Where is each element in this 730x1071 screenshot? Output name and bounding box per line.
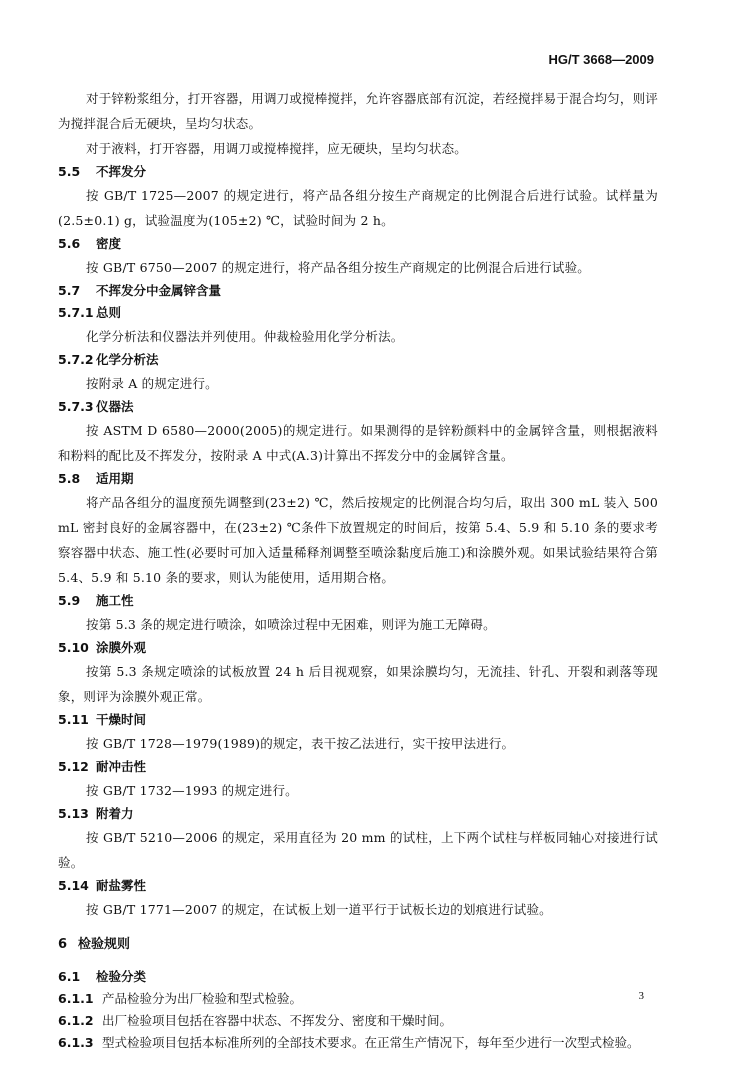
paragraph: 按 GB/T 1728—1979(1989)的规定，表干按乙法进行，实干按甲法进行。 — [86, 736, 515, 751]
document-body — [58, 86, 658, 1054]
section-title: 耐盐雾性 — [96, 878, 147, 893]
section-heading — [58, 280, 658, 302]
section-number: 5.12 — [58, 759, 89, 774]
clause-item — [58, 1032, 658, 1054]
section-title: 耐冲击性 — [96, 759, 147, 774]
section-number: 5.10 — [58, 640, 89, 655]
section-title: 涂膜外观 — [96, 640, 147, 655]
section-number: 5.6 — [58, 236, 81, 251]
section-heading — [58, 349, 658, 371]
paragraph: 按 GB/T 1732—1993 的规定进行。 — [86, 783, 298, 798]
section-heading — [58, 468, 658, 490]
paragraph: 按附录 A 的规定进行。 — [86, 376, 218, 391]
section-number: 5.11 — [58, 712, 89, 727]
section-number: 5.7 — [58, 283, 81, 298]
section-heading — [58, 396, 658, 418]
section-heading — [58, 966, 658, 988]
section-heading — [58, 302, 658, 324]
clause-item — [58, 988, 658, 1010]
document-code: HG/T 3668—2009 — [548, 52, 654, 67]
paragraph: 按 GB/T 6750—2007 的规定进行，将产品各组分按生产商规定的比例混合后进行试验。 — [86, 260, 590, 275]
section-heading — [58, 709, 658, 731]
section-title: 检验规则 — [78, 937, 131, 952]
section-number: 5.5 — [58, 164, 81, 179]
section-title: 不挥发分 — [96, 164, 147, 179]
section-title: 密度 — [96, 236, 122, 251]
section-number: 6.1 — [58, 969, 81, 984]
section-heading — [58, 233, 658, 255]
clause-item — [58, 1010, 658, 1032]
paragraph: 按 GB/T 1725—2007 的规定进行，将产品各组分按生产商规定的比例混合后进行试验。试样量为(2.5±0.1) g，试验温度为(105±2) ℃，试验时间为 2 h。 — [58, 188, 658, 228]
page-number: 3 — [638, 990, 644, 1002]
section-title: 不挥发分中金属锌含量 — [96, 283, 222, 298]
section-title: 适用期 — [96, 471, 134, 486]
clause-number: 6.1.3 — [58, 1035, 94, 1050]
section-heading — [58, 590, 658, 612]
section-number: 5.7.2 — [58, 352, 94, 367]
section-heading — [58, 803, 658, 825]
section-heading — [58, 756, 658, 778]
section-number: 5.8 — [58, 471, 81, 486]
section-title: 附着力 — [96, 806, 134, 821]
clause-text: 型式检验项目包括本标准所列的全部技术要求。在正常生产情况下，每年至少进行一次型式检验。 — [102, 1035, 640, 1050]
section-number: 5.13 — [58, 806, 89, 821]
section-heading — [58, 637, 658, 659]
paragraph: 按第 5.3 条的规定进行喷涂，如喷涂过程中无困难，则评为施工无障碍。 — [86, 617, 496, 632]
section-title: 施工性 — [96, 593, 134, 608]
paragraph: 化学分析法和仪器法并列使用。仲裁检验用化学分析法。 — [86, 329, 404, 344]
section-heading — [58, 161, 658, 183]
paragraph: 对于锌粉浆组分，打开容器，用调刀或搅棒搅拌，允许容器底部有沉淀，若经搅拌易于混合均匀，则评为搅拌混合后无硬块，呈均匀状态。 — [58, 91, 658, 131]
clause-text: 出厂检验项目包括在容器中状态、不挥发分、密度和干燥时间。 — [102, 1013, 453, 1028]
section-heading — [58, 875, 658, 897]
section-number: 5.14 — [58, 878, 89, 893]
clause-number: 6.1.1 — [58, 991, 94, 1006]
paragraph: 按第 5.3 条规定喷涂的试板放置 24 h 后目视观察，如果涂膜均匀，无流挂、针孔、开裂和剥落等现象，则评为涂膜外观正常。 — [58, 664, 658, 704]
chapter-heading — [58, 934, 658, 956]
paragraph: 对于液料，打开容器，用调刀或搅棒搅拌，应无硬块，呈均匀状态。 — [86, 141, 468, 156]
paragraph: 按 ASTM D 6580—2000(2005)的规定进行。如果测得的是锌粉颜料中的金属锌含量，则根据液料和粉料的配比及不挥发分，按附录 A 中式(A.3)计算出不挥发分中的金属锌含量。 — [58, 423, 658, 463]
section-number: 5.7.1 — [58, 305, 94, 320]
clause-text: 产品检验分为出厂检验和型式检验。 — [102, 991, 303, 1006]
section-number: 5.9 — [58, 593, 81, 608]
section-number: 6 — [58, 937, 68, 952]
paragraph: 按 GB/T 5210—2006 的规定，采用直径为 20 mm 的试柱，上下两个试柱与样板同轴心对接进行试验。 — [58, 830, 658, 870]
clause-number: 6.1.2 — [58, 1013, 94, 1028]
paragraph: 将产品各组分的温度预先调整到(23±2) ℃，然后按规定的比例混合均匀后，取出 300 mL 装入 500 mL 密封良好的金属容器中，在(23±2) ℃条件下放置规定的时间后，按第 5.4、5.9 和 5.10 条的要求考察容器中状态、施工性(必要时可加入适量稀释剂调整至喷涂黏度后施工)和涂膜外观。如果试验结果符合第 5.4、5.9 和 5.10 条的要求，则认为能使用，适用期合格。 — [58, 495, 658, 585]
section-title: 干燥时间 — [96, 712, 147, 727]
section-number: 5.7.3 — [58, 399, 94, 414]
section-title: 化学分析法 — [96, 352, 159, 367]
section-title: 仪器法 — [96, 399, 134, 414]
paragraph: 按 GB/T 1771—2007 的规定，在试板上划一道平行于试板长边的划痕进行试验。 — [86, 902, 552, 917]
section-title: 检验分类 — [96, 969, 147, 984]
section-title: 总则 — [96, 305, 122, 320]
